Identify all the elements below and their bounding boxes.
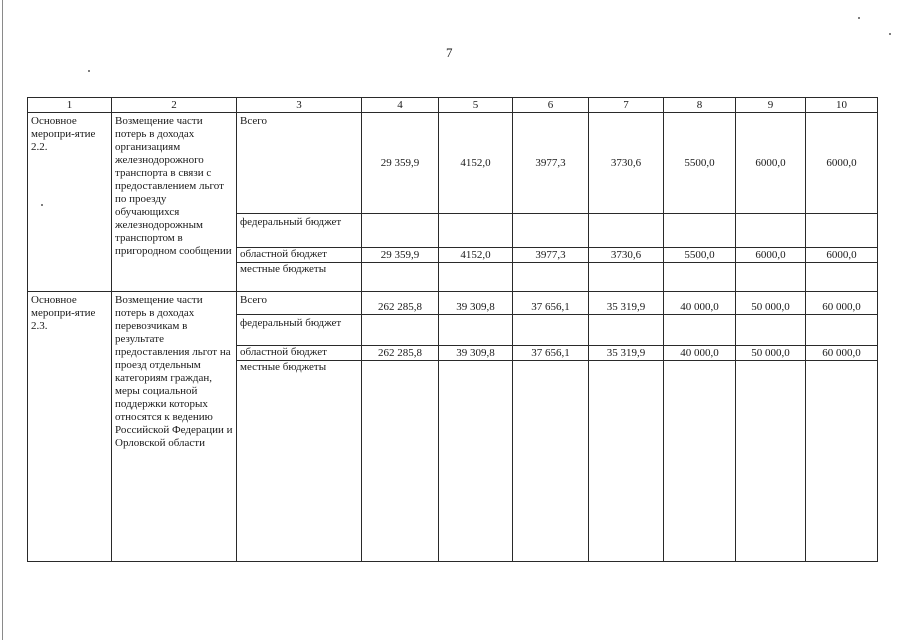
value-cell: 39 309,8 bbox=[439, 346, 513, 361]
value-cell: 262 285,8 bbox=[362, 346, 439, 361]
table-row bbox=[28, 113, 878, 214]
header-cell: 2 bbox=[112, 98, 237, 113]
page-number: 7 bbox=[446, 45, 453, 60]
value-cell bbox=[513, 361, 589, 562]
value-cell: 50 000,0 bbox=[736, 346, 806, 361]
description-text: Возмещение части потерь в доходах организациям железнодорожного транспорта в связи с предоставлением льгот по проезду обучающихся железнодорожным транспортом в пригородном сообщении bbox=[115, 115, 232, 257]
header-row bbox=[28, 98, 878, 113]
value-cell bbox=[513, 315, 589, 346]
source-cell: федеральный бюджет bbox=[237, 315, 362, 346]
value-cell bbox=[664, 214, 736, 248]
header-cell: 3 bbox=[237, 98, 362, 113]
value-cell bbox=[806, 361, 878, 562]
value-cell: 40 000,0 bbox=[664, 346, 736, 361]
value-cell: 35 319,9 bbox=[589, 292, 664, 315]
value-cell bbox=[439, 361, 513, 562]
description-cell bbox=[112, 292, 237, 562]
measure-label: Основное меропри-ятие 2.2. bbox=[31, 115, 96, 153]
value-cell: 50 000,0 bbox=[736, 292, 806, 315]
header-cell: 8 bbox=[664, 98, 736, 113]
scan-speck bbox=[889, 33, 891, 35]
source-cell: областной бюджет bbox=[237, 346, 362, 361]
measure-cell bbox=[28, 292, 112, 562]
value-cell bbox=[806, 214, 878, 248]
value-cell: 4152,0 bbox=[439, 248, 513, 263]
value-cell bbox=[439, 263, 513, 292]
header-cell: 5 bbox=[439, 98, 513, 113]
value-cell bbox=[362, 361, 439, 562]
value-cell: 3977,3 bbox=[513, 248, 589, 263]
value-cell: 6000,0 bbox=[806, 113, 878, 214]
value-cell: 35 319,9 bbox=[589, 346, 664, 361]
measure-label: Основное меропри-ятие 2.3. bbox=[31, 294, 96, 332]
value-cell bbox=[589, 214, 664, 248]
value-cell: 3977,3 bbox=[513, 113, 589, 214]
value-cell: 3730,6 bbox=[589, 113, 664, 214]
value-cell: 60 000,0 bbox=[806, 346, 878, 361]
value-cell: 4152,0 bbox=[439, 113, 513, 214]
header-cell: 4 bbox=[362, 98, 439, 113]
description-cell bbox=[112, 113, 237, 292]
value-cell bbox=[439, 315, 513, 346]
program-funding-table bbox=[27, 97, 878, 562]
value-cell: 3730,6 bbox=[589, 248, 664, 263]
value-cell bbox=[664, 263, 736, 292]
source-cell: местные бюджеты bbox=[237, 361, 362, 562]
value-cell bbox=[362, 214, 439, 248]
value-cell: 29 359,9 bbox=[362, 248, 439, 263]
value-cell: 6000,0 bbox=[806, 248, 878, 263]
source-cell: местные бюджеты bbox=[237, 263, 362, 292]
value-cell bbox=[513, 263, 589, 292]
value-cell: 39 309,8 bbox=[439, 292, 513, 315]
header-cell: 9 bbox=[736, 98, 806, 113]
value-cell: 37 656,1 bbox=[513, 346, 589, 361]
value-cell: 40 000,0 bbox=[664, 292, 736, 315]
value-cell bbox=[806, 263, 878, 292]
value-cell bbox=[736, 361, 806, 562]
value-cell bbox=[362, 263, 439, 292]
value-cell bbox=[362, 315, 439, 346]
measure-cell bbox=[28, 113, 112, 292]
value-cell: 60 000,0 bbox=[806, 292, 878, 315]
value-cell: 29 359,9 bbox=[362, 113, 439, 214]
value-cell bbox=[513, 214, 589, 248]
value-cell bbox=[664, 361, 736, 562]
value-cell bbox=[589, 263, 664, 292]
value-cell: 5500,0 bbox=[664, 248, 736, 263]
value-cell: 6000,0 bbox=[736, 113, 806, 214]
value-cell bbox=[589, 315, 664, 346]
page-left-edge bbox=[2, 0, 3, 640]
table-row bbox=[28, 292, 878, 315]
source-cell: Всего bbox=[237, 113, 362, 214]
value-cell: 37 656,1 bbox=[513, 292, 589, 315]
scan-speck bbox=[858, 17, 860, 19]
value-cell: 5500,0 bbox=[664, 113, 736, 214]
header-cell: 1 bbox=[28, 98, 112, 113]
source-cell: областной бюджет bbox=[237, 248, 362, 263]
value-cell bbox=[806, 315, 878, 346]
value-cell bbox=[664, 315, 736, 346]
source-cell: Всего bbox=[237, 292, 362, 315]
value-cell bbox=[736, 263, 806, 292]
header-cell: 10 bbox=[806, 98, 878, 113]
header-cell: 7 bbox=[589, 98, 664, 113]
header-cell: 6 bbox=[513, 98, 589, 113]
value-cell bbox=[439, 214, 513, 248]
description-text: Возмещение части потерь в доходах перевозчикам в результате предоставления льгот на проезд отдельным категориям граждан, меры социальной поддержки которых относятся к ведению Российской Федерации и Орловской области bbox=[115, 294, 233, 449]
value-cell bbox=[736, 315, 806, 346]
value-cell bbox=[736, 214, 806, 248]
source-cell: федеральный бюджет bbox=[237, 214, 362, 248]
value-cell bbox=[589, 361, 664, 562]
scan-speck bbox=[88, 70, 90, 72]
value-cell: 6000,0 bbox=[736, 248, 806, 263]
value-cell: 262 285,8 bbox=[362, 292, 439, 315]
